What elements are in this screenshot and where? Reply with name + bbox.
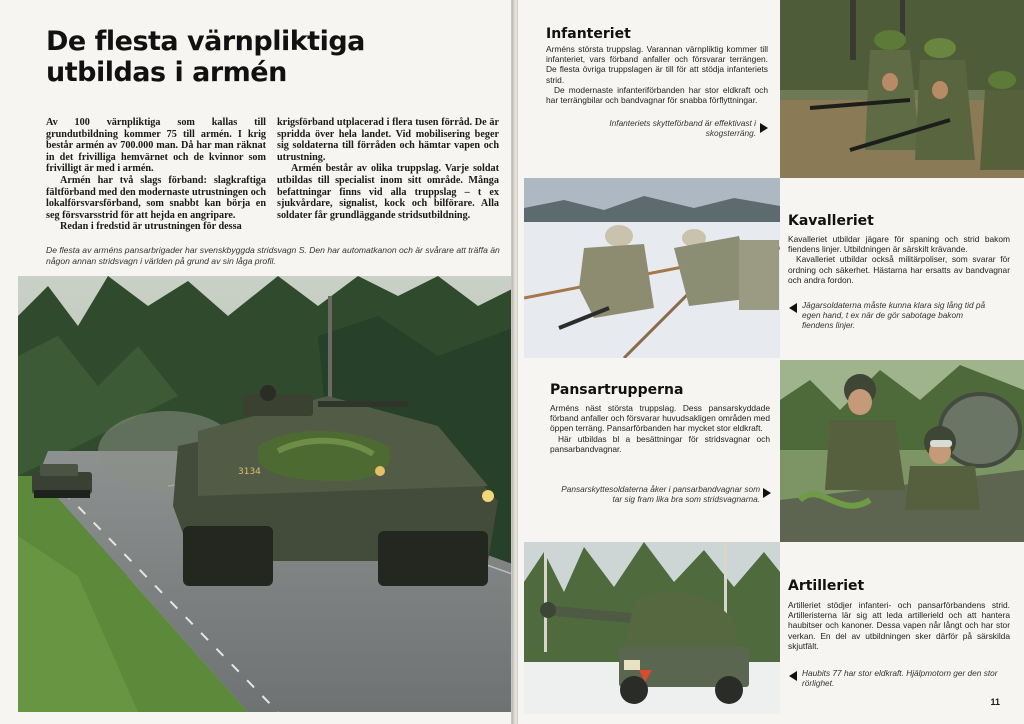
tank-road-photo <box>18 276 512 712</box>
pansartrupperna-paragraph: Arméns näst största truppslag. Dess pansarskyddade förband anfaller och försvarar huvudsakligen områden med öppen terräng. Pansarförbanden har mycket stor eldkraft. <box>550 403 770 434</box>
pansartrupperna-paragraph: Här utbildas bl a besättningar för stridsvagnar och pansarbandvagnar. <box>550 433 770 454</box>
section-body-kavalleriet <box>788 234 1010 285</box>
body-column-1 <box>46 117 266 233</box>
section-body-artilleriet <box>788 600 1010 651</box>
caption-arrow-right-icon <box>760 123 768 133</box>
kavalleriet-photo-caption: Jägarsoldaterna måste kunna klara sig lång tid på egen hand, t ex när de gör sabotage bakom fiendens linjer. <box>802 300 986 330</box>
pansartrupperna-photo-caption: Pansarskyttesoldaterna åker i pansarbandvagnar som tar sig fram lika bra som stridsvagnarna. <box>561 484 760 504</box>
kavalleriet-paragraph: Kavalleriet utbildar också militärpoliser, som svarar för ordning och säkerhet. Hästarna har ersatts av bandvagnar och andra fordon. <box>788 254 1010 285</box>
svg-text:3134: 3134 <box>238 467 261 477</box>
right-page <box>518 0 1024 724</box>
cavalry-snow-photo <box>524 178 780 358</box>
caption-arrow-left-icon <box>789 303 797 313</box>
column-1-paragraph: Av 100 värnpliktiga som kallas till grundutbildning kommer 75 till armén. I krig består armén av 700.000 man. Då har man räknat in det frivilliga hemvärnet och de kvinnor som frivilligt är med i armén. <box>46 117 266 175</box>
artilleriet-paragraph: Artilleriet stödjer infanteri- och pansarförbandens strid. Artilleristerna lär sig att leda artillerield och att hantera haubitser och kanoner. Dessa vapen når långt och har stor verkan. En del av utbildningen sker därför på särskilda skjutfält. <box>788 600 1010 651</box>
artillery-howitzer-photo <box>524 542 780 714</box>
armored-crew-photo <box>780 360 1024 542</box>
artilleriet-photo-caption: Haubits 77 har stor eldkraft. Hjälpmotorn ger den stor rörlighet. <box>802 668 998 688</box>
kavalleriet-paragraph: Kavalleriet utbildar jägare för spaning och strid bakom fiendens linjer. Utbildningen är särskilt krävande. <box>788 234 1010 255</box>
page-headline: De flesta värnpliktiga utbildas i armén <box>46 26 365 88</box>
caption-arrow-right-icon <box>763 488 771 498</box>
infantry-soldiers-photo <box>780 0 1024 178</box>
infanteriet-paragraph: De modernaste infanteriförbanden har stor eldkraft och har terrängbilar och bandvagnar för snabba förflyttningar. <box>546 84 768 106</box>
column-2-paragraph: Armén består av olika truppslag. Varje soldat utbildas till specialist inom sitt område. Många befattningar finns vid alla truppslag – t ex sjukvårdare, signalist, kock och bilförare. Alla soldater får grundläggande stridsutbildning. <box>277 163 499 221</box>
section-body-infanteriet <box>546 44 768 105</box>
column-1-paragraph: Redan i fredstid är utrustningen för dessa <box>60 221 242 233</box>
caption-arrow-left-icon <box>789 671 797 681</box>
section-title-infanteriet: Infanteriet <box>546 26 631 42</box>
section-title-artilleriet: Artilleriet <box>788 578 865 594</box>
tank-photo-caption: De flesta av arméns pansarbrigader har svenskbyggda stridsvagn S. Den har automatkanon och är svårare att träffa än någon annan stridsvagn i världen på grund av sin låga profil. <box>46 245 500 266</box>
infanteriet-paragraph: Arméns största truppslag. Varannan värnpliktig kommer till infanteriet, vars förband anfaller och försvarar terrängen. De flesta övriga truppslagen är till för att stödja infanteriets strid. <box>546 44 768 85</box>
column-1-paragraph: Armén har två slags förband: slagkraftiga fältförband med den modernaste utrustningen och lokalförsvarsförband, som snabbt kan börja en seg försvarsstrid för att hejda en angripare. <box>46 174 266 221</box>
body-column-2 <box>277 117 499 221</box>
column-2-paragraph: krigsförband utplacerad i flera tusen förråd. De är spridda över hela landet. Vid mobilisering beger sig soldaterna till förråden och hämtar vapen och utrustning. <box>277 117 499 163</box>
section-body-pansartrupperna <box>550 403 770 454</box>
section-title-pansartrupperna: Pansartrupperna <box>550 382 684 398</box>
page-number: 11 <box>990 697 1000 707</box>
section-title-kavalleriet: Kavalleriet <box>788 213 874 229</box>
infanteriet-photo-caption: Infanteriets skytteförband är effektivast i skogsterräng. <box>609 118 756 138</box>
